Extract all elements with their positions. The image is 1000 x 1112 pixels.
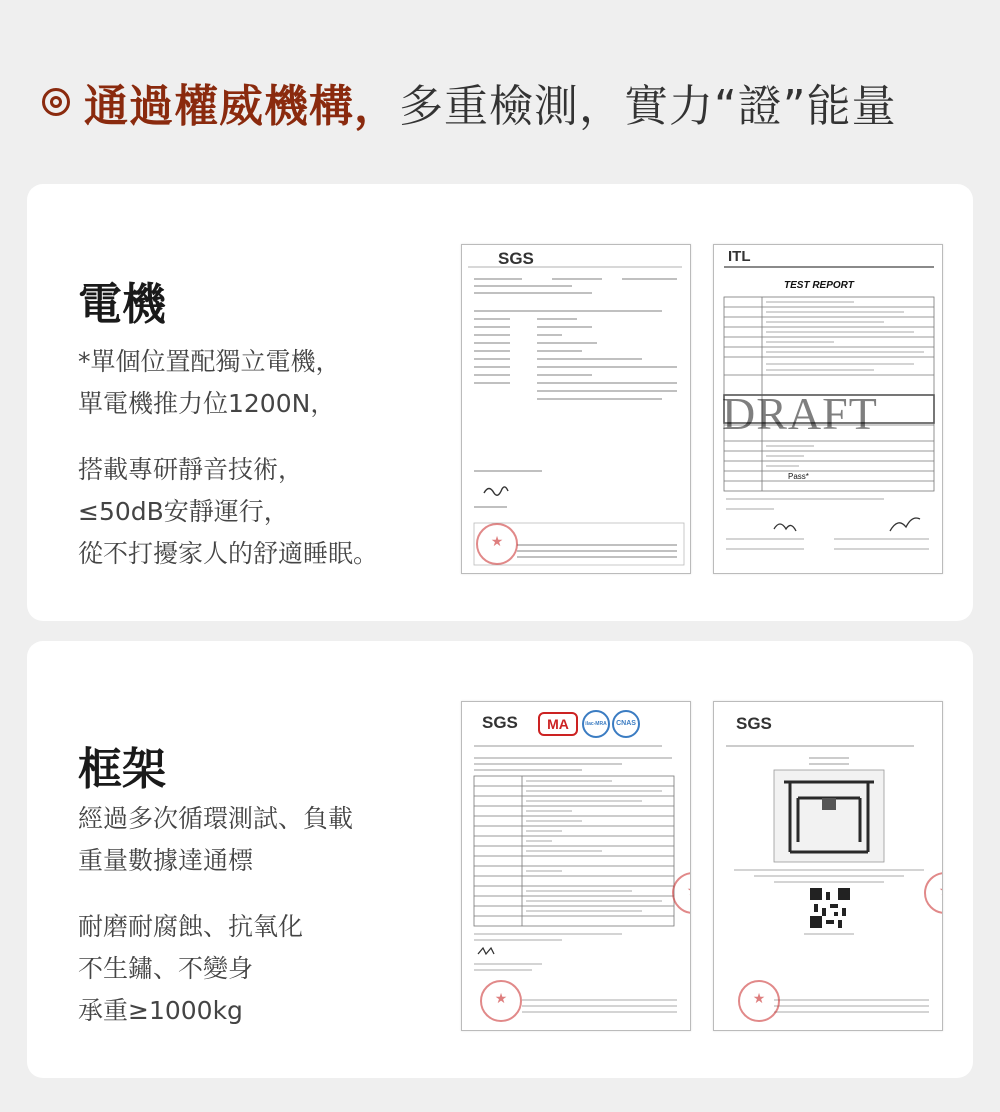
- double-circle-icon: [42, 88, 70, 116]
- frame-photo-and-text: [714, 702, 942, 1030]
- section-header: [42, 72, 897, 132]
- motor-title: 電機: [78, 279, 166, 330]
- sgs-logo: SGS: [482, 713, 518, 732]
- itl-test-report-image: [713, 244, 943, 574]
- seal-stamp: [476, 523, 518, 565]
- sgs-cma-report-image: [461, 701, 691, 1031]
- sgs-certificate-image: [461, 244, 691, 574]
- frame-line-1: 經過多次循環測試、負載: [78, 804, 354, 833]
- sgs-logo: SGS: [498, 249, 534, 268]
- frame-card: [27, 641, 973, 1078]
- motor-line-1: *單個位置配獨立電機，: [78, 347, 341, 376]
- test-result: Pass*: [788, 472, 809, 481]
- frame-title: 框架: [78, 744, 166, 795]
- header-rest: 多重檢測，實力“證”能量: [399, 81, 897, 132]
- frame-line-4: 不生鏽、不變身: [78, 954, 254, 983]
- ma-badge: MA: [538, 712, 578, 736]
- motor-card: [27, 184, 973, 621]
- frame-line-5: 承重≥1000kg: [78, 996, 243, 1025]
- seal-stamp: [480, 980, 522, 1022]
- motor-line-3: 搭載專研靜音技術，: [78, 455, 304, 484]
- motor-line-2: 單電機推力位1200N，: [78, 389, 336, 418]
- seal-stamp: [738, 980, 780, 1022]
- sgs-frame-test-image: [713, 701, 943, 1031]
- sgs-logo: SGS: [736, 714, 772, 733]
- ilac-mra-badge: ilac-MRA: [582, 710, 610, 738]
- test-report-heading: TEST REPORT: [784, 280, 854, 291]
- itl-logo: ITL: [728, 248, 751, 265]
- frame-line-3: 耐磨耐腐蝕、抗氧化: [78, 912, 304, 941]
- cnas-badge: CNAS: [612, 710, 640, 738]
- header-highlight: 通過權威機構，: [84, 81, 399, 132]
- frame-line-2: 重量數據達通標: [78, 846, 254, 875]
- motor-line-4: ≤50dB安靜運行，: [78, 497, 289, 526]
- qr-code-icon: [810, 888, 850, 928]
- motor-line-5: 從不打擾家人的舒適睡眠。: [78, 539, 379, 568]
- draft-watermark: DRAFT: [722, 388, 878, 439]
